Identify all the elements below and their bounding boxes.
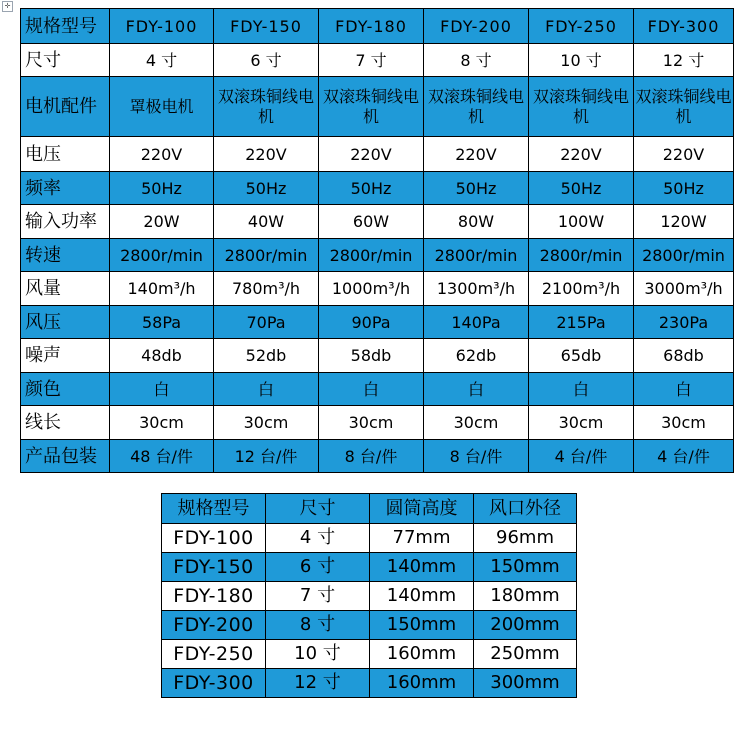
size-table-cell: 77mm — [370, 524, 474, 553]
spec-row-label: 转速 — [21, 239, 110, 272]
size-table-cell: 140mm — [370, 582, 474, 611]
spec-row-label: 颜色 — [21, 373, 110, 406]
size-table-row — [162, 669, 577, 698]
spec-cell: 白 — [319, 373, 424, 406]
spec-cell: 30cm — [529, 406, 634, 440]
spec-cell: FDY-100 — [110, 9, 214, 44]
spec-row — [21, 77, 734, 137]
spec-row — [21, 44, 734, 77]
spec-cell: FDY-180 — [319, 9, 424, 44]
spec-cell: 30cm — [214, 406, 319, 440]
spec-cell: 62db — [424, 339, 529, 373]
spec-row-label: 风压 — [21, 306, 110, 339]
spec-row — [21, 239, 734, 272]
size-table-cell: 250mm — [474, 640, 577, 669]
size-table-cell: 4 寸 — [266, 524, 370, 553]
size-table-cell: 200mm — [474, 611, 577, 640]
size-table-cell: 7 寸 — [266, 582, 370, 611]
spec-cell: 2800r/min — [424, 239, 529, 272]
spec-table — [20, 8, 734, 473]
spec-cell: 220V — [110, 137, 214, 172]
spec-cell: 220V — [529, 137, 634, 172]
spec-row-label: 电机配件 — [21, 77, 110, 137]
size-table-cell: 96mm — [474, 524, 577, 553]
size-table-row — [162, 611, 577, 640]
spec-cell: 双滚珠铜线电机 — [634, 77, 734, 137]
spec-cell: 140m³/h — [110, 272, 214, 306]
spec-row — [21, 440, 734, 473]
size-table — [161, 493, 577, 698]
size-table-cell: FDY-100 — [162, 524, 266, 553]
size-table-cell: 300mm — [474, 669, 577, 698]
spec-cell: 50Hz — [214, 172, 319, 205]
spec-cell: 白 — [634, 373, 734, 406]
spec-row — [21, 272, 734, 306]
size-table-cell: 12 寸 — [266, 669, 370, 698]
spec-cell: 8 寸 — [424, 44, 529, 77]
spec-cell: 罩极电机 — [110, 77, 214, 137]
spec-cell: 双滚珠铜线电机 — [214, 77, 319, 137]
spec-cell: 60W — [319, 205, 424, 239]
spec-cell: FDY-300 — [634, 9, 734, 44]
spec-cell: 50Hz — [319, 172, 424, 205]
spec-row-label: 风量 — [21, 272, 110, 306]
spec-cell: 50Hz — [110, 172, 214, 205]
size-table-cell: FDY-250 — [162, 640, 266, 669]
spec-cell: 90Pa — [319, 306, 424, 339]
spec-cell: 70Pa — [214, 306, 319, 339]
spec-row — [21, 137, 734, 172]
size-table-cell: 160mm — [370, 640, 474, 669]
spec-cell: 双滚珠铜线电机 — [529, 77, 634, 137]
spec-cell: 215Pa — [529, 306, 634, 339]
spec-cell: 1000m³/h — [319, 272, 424, 306]
size-table-cell: 8 寸 — [266, 611, 370, 640]
size-table-header: 圆筒高度 — [370, 494, 474, 524]
spec-cell: 220V — [424, 137, 529, 172]
size-table-cell: FDY-150 — [162, 553, 266, 582]
spec-cell: FDY-150 — [214, 9, 319, 44]
spec-cell: 双滚珠铜线电机 — [424, 77, 529, 137]
spec-cell: FDY-250 — [529, 9, 634, 44]
size-table-header-row — [162, 494, 577, 524]
spec-cell: 50Hz — [424, 172, 529, 205]
size-table-cell: 6 寸 — [266, 553, 370, 582]
spec-cell: 2800r/min — [319, 239, 424, 272]
spec-row — [21, 339, 734, 373]
spec-row — [21, 373, 734, 406]
spec-cell: 30cm — [634, 406, 734, 440]
spec-cell: 65db — [529, 339, 634, 373]
spec-cell: 220V — [214, 137, 319, 172]
spec-row-label: 规格型号 — [21, 9, 110, 44]
spec-cell: 4 台/件 — [634, 440, 734, 473]
spec-cell: 58db — [319, 339, 424, 373]
spec-cell: 220V — [634, 137, 734, 172]
spec-cell: 30cm — [424, 406, 529, 440]
spec-cell: 50Hz — [529, 172, 634, 205]
spec-cell: 30cm — [319, 406, 424, 440]
spec-cell: 52db — [214, 339, 319, 373]
size-table-header: 风口外径 — [474, 494, 577, 524]
spec-cell: 7 寸 — [319, 44, 424, 77]
spec-cell: 20W — [110, 205, 214, 239]
spec-cell: 120W — [634, 205, 734, 239]
spec-row-label: 线长 — [21, 406, 110, 440]
size-table-cell: FDY-200 — [162, 611, 266, 640]
size-table-cell: 180mm — [474, 582, 577, 611]
size-table-row — [162, 640, 577, 669]
spec-cell: 48 台/件 — [110, 440, 214, 473]
spec-cell: 2100m³/h — [529, 272, 634, 306]
spec-row-label: 输入功率 — [21, 205, 110, 239]
size-table-row — [162, 582, 577, 611]
spec-cell: 双滚珠铜线电机 — [319, 77, 424, 137]
spec-cell: 140Pa — [424, 306, 529, 339]
spec-cell: 8 台/件 — [424, 440, 529, 473]
spec-cell: 1300m³/h — [424, 272, 529, 306]
spec-cell: 4 寸 — [110, 44, 214, 77]
spec-row — [21, 172, 734, 205]
size-table-row — [162, 553, 577, 582]
size-table-row — [162, 524, 577, 553]
size-table-cell: FDY-180 — [162, 582, 266, 611]
spec-cell: 白 — [110, 373, 214, 406]
spec-cell: 100W — [529, 205, 634, 239]
spec-cell: FDY-200 — [424, 9, 529, 44]
spec-cell: 12 寸 — [634, 44, 734, 77]
spec-cell: 220V — [319, 137, 424, 172]
spec-cell: 白 — [529, 373, 634, 406]
spec-cell: 780m³/h — [214, 272, 319, 306]
size-table-cell: FDY-300 — [162, 669, 266, 698]
spec-cell: 50Hz — [634, 172, 734, 205]
spec-row-label: 电压 — [21, 137, 110, 172]
spec-cell: 2800r/min — [214, 239, 319, 272]
spec-cell: 8 台/件 — [319, 440, 424, 473]
spec-cell: 230Pa — [634, 306, 734, 339]
spec-row — [21, 9, 734, 44]
spec-cell: 80W — [424, 205, 529, 239]
size-table-cell: 150mm — [370, 611, 474, 640]
spec-cell: 2800r/min — [634, 239, 734, 272]
spec-row-label: 产品包装 — [21, 440, 110, 473]
spec-cell: 30cm — [110, 406, 214, 440]
spec-row-label: 尺寸 — [21, 44, 110, 77]
spec-cell: 白 — [424, 373, 529, 406]
spec-cell: 3000m³/h — [634, 272, 734, 306]
spec-cell: 12 台/件 — [214, 440, 319, 473]
spec-cell: 40W — [214, 205, 319, 239]
spec-cell: 48db — [110, 339, 214, 373]
spec-row-label: 噪声 — [21, 339, 110, 373]
spec-cell: 10 寸 — [529, 44, 634, 77]
spec-cell: 4 台/件 — [529, 440, 634, 473]
spec-cell: 2800r/min — [110, 239, 214, 272]
size-table-cell: 140mm — [370, 553, 474, 582]
spec-row — [21, 205, 734, 239]
spec-cell: 58Pa — [110, 306, 214, 339]
spec-row-label: 频率 — [21, 172, 110, 205]
size-table-cell: 10 寸 — [266, 640, 370, 669]
spec-row — [21, 406, 734, 440]
size-table-header: 规格型号 — [162, 494, 266, 524]
spec-cell: 68db — [634, 339, 734, 373]
size-table-cell: 150mm — [474, 553, 577, 582]
size-table-header: 尺寸 — [266, 494, 370, 524]
move-anchor-icon[interactable]: ✛ — [2, 1, 13, 12]
size-table-cell: 160mm — [370, 669, 474, 698]
spec-row — [21, 306, 734, 339]
spec-cell: 6 寸 — [214, 44, 319, 77]
spec-cell: 白 — [214, 373, 319, 406]
spec-cell: 2800r/min — [529, 239, 634, 272]
